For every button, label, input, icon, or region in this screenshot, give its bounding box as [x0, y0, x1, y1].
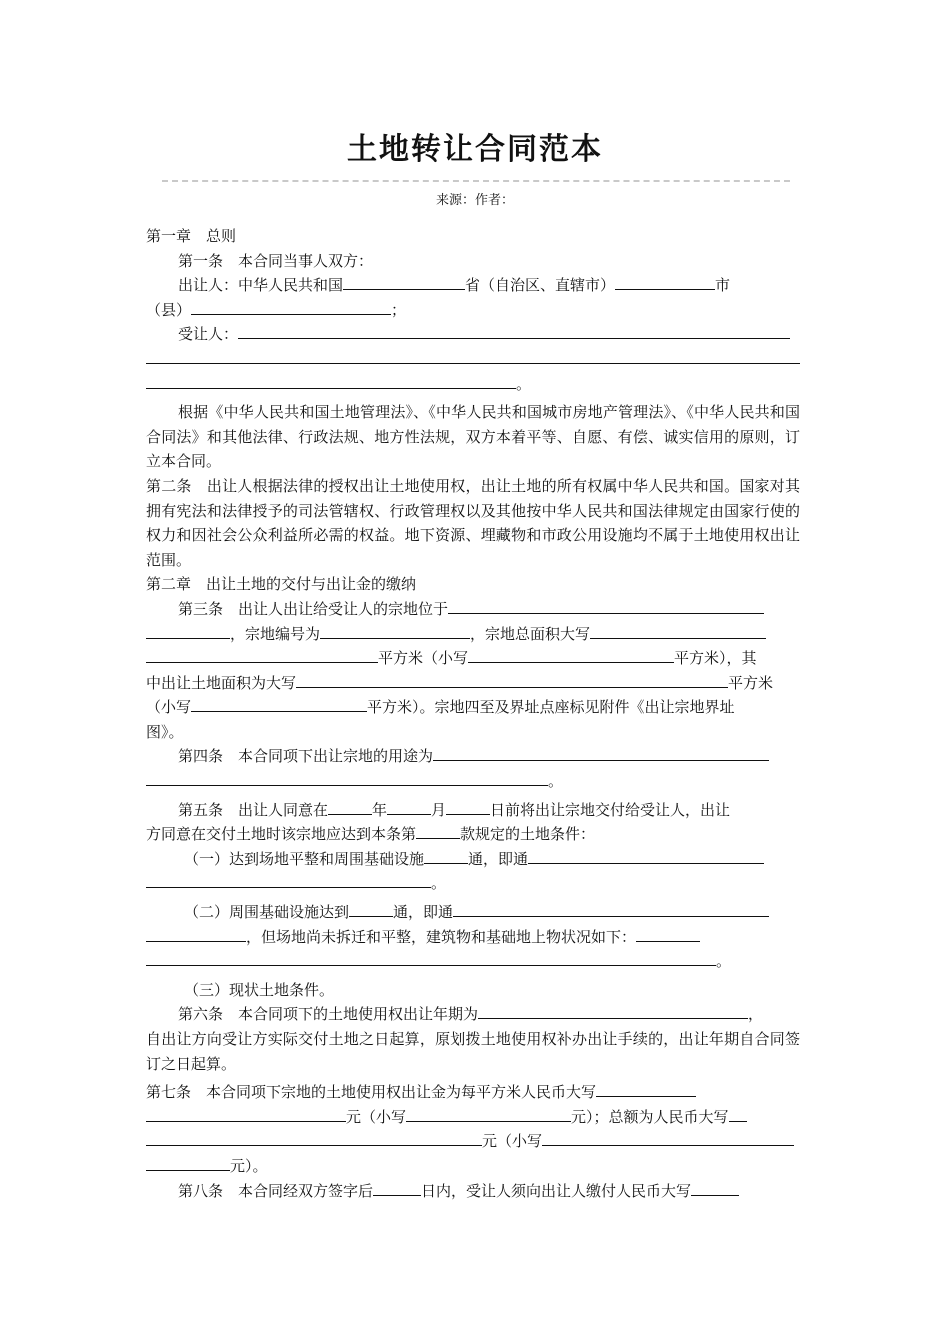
text: ，宗地编号为: [230, 624, 321, 643]
text: 。: [516, 374, 532, 393]
text: 。: [431, 874, 447, 893]
article-1: 第一条 本合同当事人双方：: [178, 251, 374, 270]
text: 月: [431, 800, 447, 819]
text: 元（小写: [482, 1132, 543, 1151]
text: 第四条 本合同项下出让宗地的用途为: [178, 747, 434, 766]
text: ，: [748, 1005, 764, 1024]
blank: [424, 847, 468, 864]
text: 第六条 本合同项下的土地使用权出让年期为: [178, 1005, 479, 1024]
text: ；: [391, 300, 407, 319]
text: 元）；总额为人民币大写: [571, 1107, 729, 1126]
blank: [296, 671, 728, 688]
title-divider: [162, 180, 790, 182]
text: 图》。: [146, 722, 184, 741]
text: 平方米: [728, 673, 774, 692]
document-title: 土地转让合同范本: [347, 132, 603, 167]
text: 中出让土地面积为大写: [146, 673, 297, 692]
blank: [191, 695, 367, 712]
text: （县）: [146, 300, 192, 319]
assignor-line: [146, 273, 800, 322]
blank: [146, 949, 716, 966]
text: 省（自治区、直辖市）: [465, 276, 616, 295]
chapter-1-heading: 第一章 总则: [146, 227, 237, 245]
text: 元）。: [230, 1156, 268, 1175]
blank: [590, 622, 766, 639]
text: 日前将出让宗地交付给受让人，出让: [490, 800, 731, 819]
blank: [328, 798, 372, 815]
blank: [146, 1129, 482, 1146]
text: 方同意在交付土地时该宗地应达到本条第: [146, 825, 417, 844]
blank: [615, 273, 715, 290]
text: 市: [715, 276, 731, 295]
article-8: [146, 1179, 800, 1204]
document-body: [146, 224, 800, 1203]
text: 通，即通: [393, 903, 454, 922]
blank: [146, 925, 246, 942]
blank: [238, 322, 790, 339]
blank: [636, 925, 700, 942]
blank: [146, 646, 378, 663]
blank: [146, 347, 800, 364]
chapter-2-heading: 第二章 出让土地的交付与出让金的缴纳: [146, 575, 417, 594]
text: 第五条 出让人同意在: [178, 800, 329, 819]
condition-2-cont: [146, 925, 800, 974]
blank: [433, 744, 769, 761]
text: （小写: [146, 698, 192, 717]
blank: [478, 1002, 748, 1019]
blank: [468, 646, 674, 663]
assignee-line: [146, 322, 800, 396]
blank: [146, 871, 431, 888]
article-5: [146, 798, 800, 847]
blank: [691, 1179, 739, 1196]
text: 第七条 本合同项下宗地的土地使用权出让金为每平方米人民币大写: [146, 1083, 597, 1102]
text: 平方米），其: [674, 649, 757, 668]
text: ，宗地总面积大写: [470, 624, 591, 643]
blank: [406, 1105, 571, 1122]
text: 平方米（小写: [378, 649, 469, 668]
blank: [542, 1129, 794, 1146]
condition-1: [146, 847, 800, 872]
blank: [146, 372, 516, 389]
text: 第三条 出让人出让给受让人的宗地位于: [178, 599, 449, 618]
text: 平方米）。宗地四至及界址点座标见附件《出让宗地界址: [367, 698, 735, 717]
article-4: [146, 744, 800, 793]
blank: [191, 298, 391, 315]
text: 通，即通: [468, 849, 529, 868]
blank: [387, 798, 431, 815]
text: 自出让方向受让方实际交付土地之日起算，原划拨土地使用权补办出让手续的，出让年期自合同签订之日起算。: [146, 1030, 800, 1073]
article-6: [146, 1002, 800, 1076]
blank: [320, 622, 470, 639]
condition-3: （三）现状土地条件。: [184, 980, 335, 999]
blank: [453, 900, 769, 917]
text: ，但场地尚未拆迁和平整，建筑物和基础地上物状况如下：: [246, 927, 637, 946]
condition-1-cont: [146, 871, 800, 896]
text: 日内，受让人须向出让人缴付人民币大写: [421, 1181, 692, 1200]
article-2: 第二条 出让人根据法律的授权出让土地使用权，出让土地的所有权属中华人民共和国。国家对其拥有宪法和法律授予的司法管辖权、行政管理权以及其他按中华人民共和国法律规定由国家行使的权力和因社会公众利益所必需的权益。地下资源、埋藏物和市政公用设施均不属于土地使用权出让范围。: [146, 476, 800, 569]
article-7: [146, 1080, 800, 1178]
legal-basis: 根据《中华人民共和国土地管理法》、《中华人民共和国城市房地产管理法》、《中华人民共和国合同法》和其他法律、行政法规、地方性法规，双方本着平等、自愿、有偿、诚实信用的原则，订立本合同。: [146, 403, 800, 471]
text: （一）达到场地平整和周围基础设施: [184, 849, 425, 868]
blank: [146, 1105, 346, 1122]
blank: [729, 1105, 747, 1122]
text: 年: [372, 800, 388, 819]
blank: [349, 900, 393, 917]
blank: [373, 1179, 421, 1196]
source-line: 来源：作者：: [435, 193, 514, 208]
text: 第八条 本合同经双方签字后: [178, 1181, 374, 1200]
blank: [146, 769, 548, 786]
blank: [416, 822, 460, 839]
text: （二）周围基础设施达到: [184, 903, 350, 922]
condition-2: [146, 900, 800, 925]
blank: [528, 847, 764, 864]
blank: [146, 1154, 230, 1171]
article-3: [146, 597, 800, 745]
blank: [596, 1080, 696, 1097]
text: 。: [548, 772, 564, 791]
blank: [448, 597, 764, 614]
blank: [446, 798, 490, 815]
text: 。: [716, 952, 732, 971]
text: 出让人：中华人民共和国: [178, 276, 344, 295]
text: 受让人：: [178, 325, 239, 344]
blank: [343, 273, 465, 290]
text: 元（小写: [346, 1107, 407, 1126]
blank: [146, 622, 230, 639]
text: 款规定的土地条件：: [460, 825, 596, 844]
